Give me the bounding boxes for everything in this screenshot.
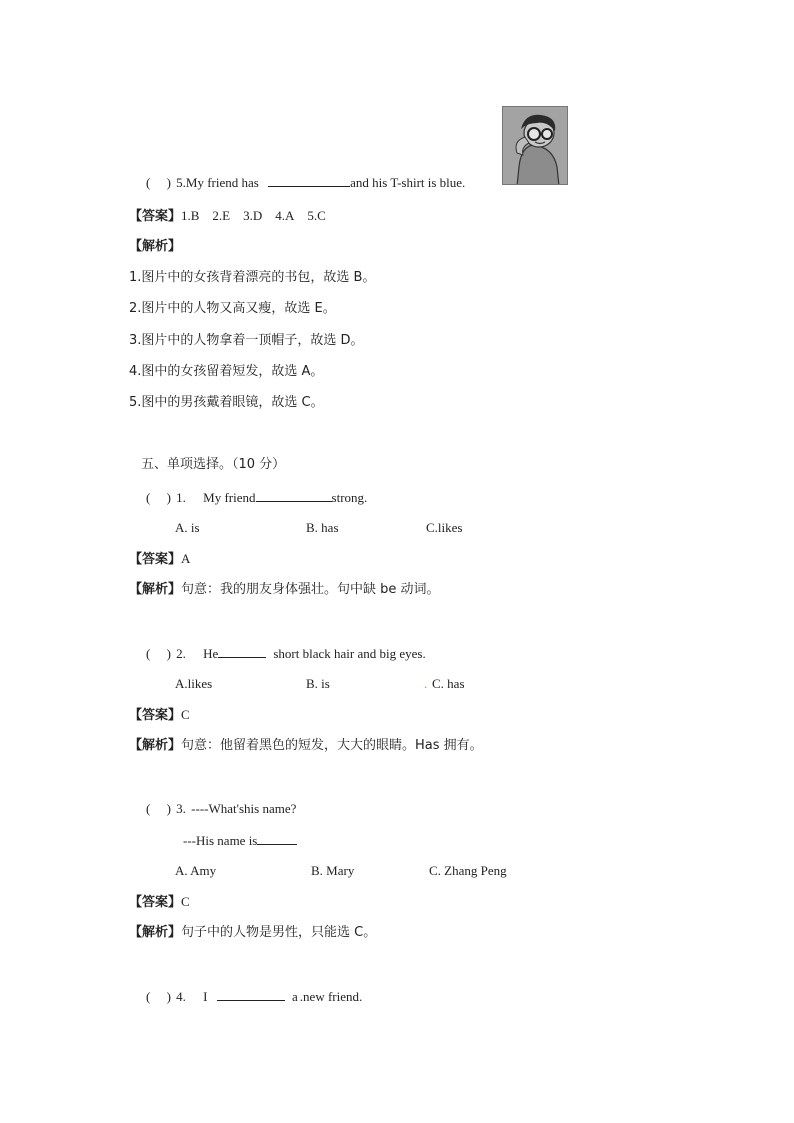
option-a: A. Amy	[175, 863, 217, 878]
option-b: B. has	[306, 520, 339, 535]
analysis-line	[129, 925, 376, 941]
answer-line	[129, 707, 190, 724]
option-c: C. has	[432, 676, 465, 691]
question-3	[146, 801, 296, 817]
answer-paren: ( )	[146, 646, 171, 661]
answer-line	[129, 894, 190, 911]
question-text-end: short black hair and big eyes.	[273, 646, 426, 661]
answer-label: 【答案】	[129, 209, 182, 224]
answer-paren: ( )	[146, 175, 171, 190]
question-text: My friend	[203, 490, 256, 505]
question-text-mid: a	[292, 989, 298, 1004]
answer-paren: ( )	[146, 490, 171, 505]
analysis-label: 【解析】	[129, 738, 182, 753]
answer-text: C	[181, 894, 190, 909]
question-number: 1.	[176, 490, 186, 505]
fill-blank[interactable]	[256, 489, 332, 502]
reply-text: ---His name is	[183, 833, 258, 848]
option-b: B. is	[306, 676, 330, 691]
boy-with-glasses-icon	[502, 106, 568, 185]
option-b: B. Mary	[311, 863, 355, 878]
answer-paren: ( )	[146, 801, 171, 816]
question-1	[146, 489, 367, 506]
question-text: ----What'shis name?	[191, 801, 297, 816]
analysis-label: 【解析】	[129, 925, 182, 940]
analysis-line	[129, 738, 483, 754]
question-4	[146, 988, 362, 1005]
question-2	[146, 645, 426, 662]
question-text: He	[203, 646, 219, 661]
option-c: C. Zhang Peng	[429, 863, 507, 878]
fill-blank[interactable]	[257, 832, 297, 845]
section-heading: 五、单项选择。（10 分）	[141, 457, 286, 472]
question-text: 5.My friend has	[176, 175, 259, 190]
question-reply	[183, 832, 297, 849]
analysis-line-3: 3.图片中的人物拿着一顶帽子，故选 D。	[129, 333, 364, 348]
analysis-line-4: 4.图中的女孩留着短发，故选 A。	[129, 364, 324, 379]
question-number: 3.	[176, 801, 186, 816]
analysis-text: 句意：他留着黑色的短发，大大的眼睛。Has 拥有。	[181, 738, 483, 753]
analysis-label: 【解析】	[129, 239, 182, 254]
answer-label: 【答案】	[129, 895, 182, 910]
analysis-line-1: 1.图片中的女孩背着漂亮的书包，故选 B。	[129, 270, 376, 285]
answer-text: C	[181, 707, 190, 722]
answer-text: 1.B 2.E 3.D 4.A 5.C	[181, 208, 326, 223]
question-number: 4.	[176, 989, 186, 1004]
option-a: A.likes	[175, 676, 213, 691]
option-a: A. is	[175, 520, 200, 535]
option-c: C.likes	[426, 520, 463, 535]
analysis-line	[129, 582, 440, 598]
answer-label: 【答案】	[129, 552, 182, 567]
analysis-text: 句意：我的朋友身体强壮。句中缺 be 动词。	[181, 582, 440, 597]
analysis-line-2: 2.图片中的人物又高又瘦，故选 E。	[129, 301, 336, 316]
analysis-line-5: 5.图中的男孩戴着眼镜，故选 C。	[129, 395, 324, 410]
answer-paren: ( )	[146, 989, 171, 1004]
fill-blank[interactable]	[268, 174, 350, 187]
analysis-label: 【解析】	[129, 582, 182, 597]
question-5-prev	[146, 174, 465, 191]
question-text-end: .new friend.	[299, 989, 363, 1004]
analysis-text: 句子中的人物是男性，只能选 C。	[181, 925, 377, 940]
answer-text: A	[181, 551, 191, 566]
question-text-end: strong.	[331, 490, 368, 505]
answer-label: 【答案】	[129, 708, 182, 723]
question-number: 2.	[176, 646, 186, 661]
fill-blank[interactable]	[218, 645, 266, 658]
question-text-end: and his T-shirt is blue.	[350, 175, 466, 190]
answer-line	[129, 551, 190, 568]
fill-blank[interactable]	[217, 988, 285, 1001]
answer-line	[129, 208, 326, 225]
question-text: I	[203, 989, 208, 1004]
stray-dot: .	[424, 676, 428, 691]
